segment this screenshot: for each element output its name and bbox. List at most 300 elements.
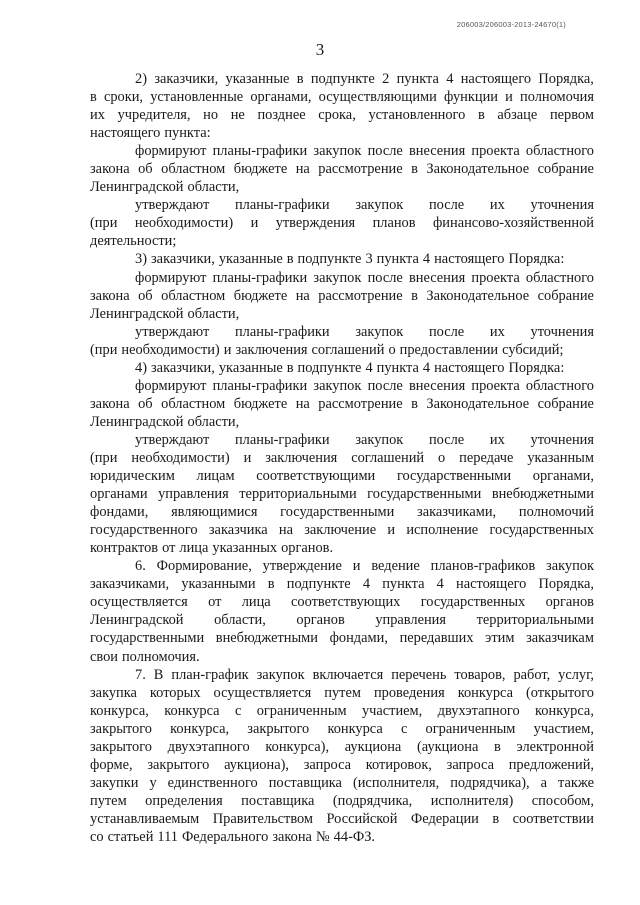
word: (исполнителя, [352,774,440,791]
word: Формирование, [156,558,252,575]
word: Порядка: [508,251,565,268]
word: областного [525,143,594,160]
word: запроса [446,756,494,773]
word: деятельности; [90,233,177,250]
word: внесения [408,143,466,160]
word: (при [90,341,118,358]
word: но [203,107,219,124]
word: закупок [546,558,594,575]
word: закупок [313,377,362,394]
word: органов [296,612,345,629]
word: являющимися [171,504,258,521]
word: формируют [135,377,207,394]
word: с [400,720,408,737]
word: закона [90,161,130,178]
word: в [411,287,418,304]
word: статьей [107,828,154,845]
word: закупка [90,684,137,701]
word: формируют [135,143,207,160]
word: об [138,395,153,412]
word: предоставлении [399,341,499,358]
text-line [90,720,594,738]
word: об [138,287,153,304]
word: после [428,197,465,214]
word: включается [312,666,384,683]
word: поставщика [241,792,315,809]
word: пункта: [164,125,211,142]
word: после [367,269,403,286]
word: электронной [516,738,594,755]
text-line [90,395,594,413]
word: закрытого [90,720,152,737]
text-line [90,828,594,846]
word: о [438,449,446,466]
word: и [505,89,513,106]
word: подпункте [286,576,351,593]
text-line [90,178,594,196]
text-line [90,160,594,178]
word: 4 [422,251,431,268]
word: их [489,323,505,340]
text-line [90,88,594,106]
word: уточнения [530,197,594,214]
word: от [208,594,222,611]
word: Российской [326,810,398,827]
word: рассмотрение [318,395,403,412]
word: указанных [212,540,278,557]
word: в [411,395,418,412]
word: собрание [537,287,594,304]
word: путем [324,684,361,701]
word: в [286,251,294,268]
word: государственными [367,486,482,503]
word: указанными [181,576,256,593]
word: осуществляется [213,684,312,701]
word: с [234,702,242,719]
word: перечень [391,666,447,683]
text-line [90,431,594,449]
text-line [90,611,594,629]
text-line [90,503,594,521]
word: области, [214,612,266,629]
word: настоящего [460,71,532,87]
word: ведение [371,558,420,575]
word: товаров, [454,666,506,683]
word: указанным [527,449,594,466]
text-line [90,756,594,774]
word: необходимости) [121,341,220,358]
word: также [558,774,594,791]
word: конкурса [327,720,383,737]
word: (открытого [525,684,594,701]
text-line [90,124,594,142]
word: Законодательное [426,161,530,178]
word: устанавливаемым [90,810,200,827]
word: управления [158,486,229,503]
word: Ленинградской [90,413,184,430]
word: планов [372,215,416,232]
word: органов. [281,540,334,557]
word: функции [444,89,498,106]
word: бюджете [233,161,288,178]
word: подпункте [297,359,362,376]
word: фондами, [329,630,388,647]
word: субсидий; [502,341,564,358]
page-number: 3 [315,40,325,59]
word: не [230,107,245,124]
text-line [90,341,594,359]
word: закрытого [147,756,210,773]
word: государственными [280,504,395,521]
word: предложений, [508,756,594,773]
word: заказчиками, [90,576,170,593]
word: лица [179,540,209,557]
word: соглашений [311,341,385,358]
word: участием, [361,702,423,719]
text-line [90,106,594,124]
word: 44-ФЗ. [333,828,376,845]
word: в [411,161,418,178]
word: территориальными [239,486,357,503]
word: на [295,161,310,178]
word: государственными [90,630,205,647]
word: планов-графиков [430,558,536,575]
word: закупки [90,774,139,791]
word: государственными [396,468,512,485]
text-line [90,250,594,268]
word: передаче [459,449,514,466]
word: учредителя, [117,107,191,124]
word: указанные [218,359,283,376]
word: единственного [167,774,258,791]
word: утверждают [135,197,210,214]
word: управления [375,612,447,629]
text-line [90,629,594,647]
word: № [315,828,330,845]
word: в [286,359,294,376]
word: органов [545,594,594,611]
word: бюджете [233,287,288,304]
text-line [90,196,594,214]
word: закрытого [247,720,310,737]
text-line [90,792,594,810]
word: в [494,738,501,755]
word: полномочия [520,89,594,106]
word: план-график [171,666,249,683]
word: двухэтапного [167,738,250,755]
word: закупок [256,666,305,683]
word: закупок [355,323,404,340]
word: 4) [135,359,147,376]
text-line [90,287,594,305]
text-line [90,377,594,395]
word: пункта [376,359,419,376]
word: и [250,215,259,232]
word: конкурса), [265,738,330,755]
word: путем [90,792,127,809]
word: (подрядчика, [332,792,413,809]
word: их [489,431,505,448]
word: после [428,431,465,448]
word: (аукциона [417,738,479,755]
document-body [90,70,594,846]
word: 4 [436,576,444,593]
word: формируют [135,269,207,286]
word: областном [161,287,226,304]
word: закупок [355,431,404,448]
word: указанные [218,251,283,268]
word: органами, [250,89,312,106]
word: их [90,107,105,124]
word: Законодательное [426,395,530,412]
text-line [90,702,594,720]
word: планы-графики [212,269,308,286]
word: заключения [235,341,308,358]
word: проекта [471,269,520,286]
word: на [278,522,293,539]
word: заказчика [208,522,268,539]
word: конкурса [457,684,513,701]
word: фондами, [90,504,149,521]
word: настоящего [90,125,161,142]
text-line [90,593,594,611]
word: которых [149,684,201,701]
word: Федерации [410,810,479,827]
word: форме, [90,756,133,773]
word: котировок, [365,756,432,773]
word: подпункте [297,251,362,268]
word: Законодательное [426,287,530,304]
word: собрание [537,161,594,178]
word: утверждают [135,431,210,448]
word: свои [90,648,118,665]
word: участием, [533,720,594,737]
word: областном [161,395,226,412]
word: срока, [318,107,356,124]
word: (при [90,215,118,232]
word: заказчики, [154,71,219,87]
text-line [90,70,594,88]
text-line [90,557,594,575]
word: внесения [408,269,466,286]
word: первом [549,107,594,124]
text-line [90,539,594,557]
word: заключение [304,522,377,539]
text-line [90,521,594,539]
word: двухэтапного [437,702,520,719]
word: закупок [313,269,362,286]
word: 111 [157,828,178,845]
word: 4 [362,576,371,593]
word: закрытого [90,738,152,755]
word: закупок [355,197,404,214]
word: после [367,377,403,394]
text-line [90,648,594,666]
word: настоящего [456,576,527,593]
word: в [267,576,275,593]
word: соответствующими [256,468,376,485]
word: на [295,287,310,304]
word: заказчики, [151,251,215,268]
word: определения [145,792,223,809]
word: территориальными [476,612,594,629]
word: необходимости) [134,215,234,232]
word: собрание [537,395,594,412]
word: утверждают [135,323,210,340]
word: 3) [135,251,147,268]
word: рассмотрение [318,287,403,304]
word: ограниченным [256,702,347,719]
word: исполнение [406,522,479,539]
word: их [489,197,505,214]
word: конкурса, [535,702,594,719]
word: установленные [150,89,244,106]
word: уточнения [530,323,594,340]
word: со [90,828,104,845]
word: юридическим [90,468,175,485]
word: 3 [365,251,373,268]
word: заключения [265,449,338,466]
word: закона [90,287,130,304]
word: внесения [408,377,466,394]
word: соответствии [512,810,594,827]
word: этим [485,630,515,647]
word: закупок [313,143,362,160]
word: соглашений [351,449,425,466]
word: бюджете [233,395,288,412]
word: закона [90,395,130,412]
word: области, [187,413,240,430]
word: и [387,522,396,539]
word: а [540,774,548,791]
word: аукциона [344,738,402,755]
word: осуществляющими [318,89,437,106]
word: пункта [376,251,419,268]
text-line [90,666,594,684]
word: внебюджетными [215,630,318,647]
word: сроки, [103,89,144,106]
word: Порядка, [538,71,594,87]
word: Ленинградской [90,179,184,196]
word: области, [187,179,240,196]
word: запроса [303,756,352,773]
word: планы-графики [212,377,308,394]
text-line [90,323,594,341]
word: 6. [135,558,146,575]
word: Порядка, [538,576,594,593]
word: Федерального [181,828,269,845]
text-line [90,232,594,250]
word: конкурса, [90,702,149,719]
word: рассмотрение [318,161,403,178]
word: осуществляется [90,594,188,611]
word: области, [187,305,240,322]
word: в [492,810,500,827]
word: внебюджетными [491,486,594,503]
word: услуг, [558,666,594,683]
word: В [153,666,164,683]
text-line [90,305,594,323]
word: пункта [396,71,439,87]
word: указанные [225,71,290,87]
word: поставщика [268,774,342,791]
word: уточнения [530,431,594,448]
text-line [90,575,594,593]
word: финансово-хозяйственной [432,215,594,232]
word: у [149,774,157,791]
word: Ленинградской [90,612,184,629]
word: после [428,323,465,340]
word: Порядка: [508,359,565,376]
word: 2) [135,71,147,87]
text-line [90,269,594,287]
word: областного [525,377,594,394]
word: соответствующих [291,594,401,611]
word: 4 [422,359,431,376]
word: планы-графики [234,323,330,340]
word: областном [161,161,226,178]
word: после [367,143,403,160]
word: Правительством [212,810,314,827]
word: 7. [135,666,146,683]
word: проведения [373,684,445,701]
word: государственных [420,594,526,611]
word: настоящего [434,251,505,268]
word: 2 [382,71,390,87]
word: аукциона), [224,756,289,773]
word: передавших [399,630,474,647]
word: способом, [531,792,594,809]
word: установленного [368,107,466,124]
word: утверждения [275,215,356,232]
word: работ, [513,666,551,683]
word: пункта [382,576,425,593]
document-id: 206003/206003-2013-24670(1) [456,20,566,29]
word: в [477,107,485,124]
word: заказчиками, [417,504,497,521]
word: планы-графики [234,197,330,214]
word: Ленинградской [90,305,184,322]
text-line [90,774,594,792]
text-line [90,467,594,485]
word: и [352,558,361,575]
word: лица [241,594,271,611]
word: абзаце [497,107,538,124]
word: государственных [489,522,594,539]
word: планы-графики [234,431,330,448]
word: конкурса [164,702,220,719]
text-line [90,738,594,756]
text-line [90,684,594,702]
word: настоящего [434,359,505,376]
text-line [90,449,594,467]
text-line [90,485,594,503]
word: подрядчика), [450,774,530,791]
word: органами [90,486,148,503]
word: закона [272,828,312,845]
word: подпункте [310,71,375,87]
word: позднее [257,107,306,124]
word: в [90,89,97,106]
word: о [388,341,396,358]
word: полномочия. [121,648,200,665]
text-line [90,214,594,232]
word: государственного [90,522,198,539]
text-line [90,413,594,431]
word: в [296,71,304,87]
text-line [90,810,594,828]
word: 4 [365,359,373,376]
